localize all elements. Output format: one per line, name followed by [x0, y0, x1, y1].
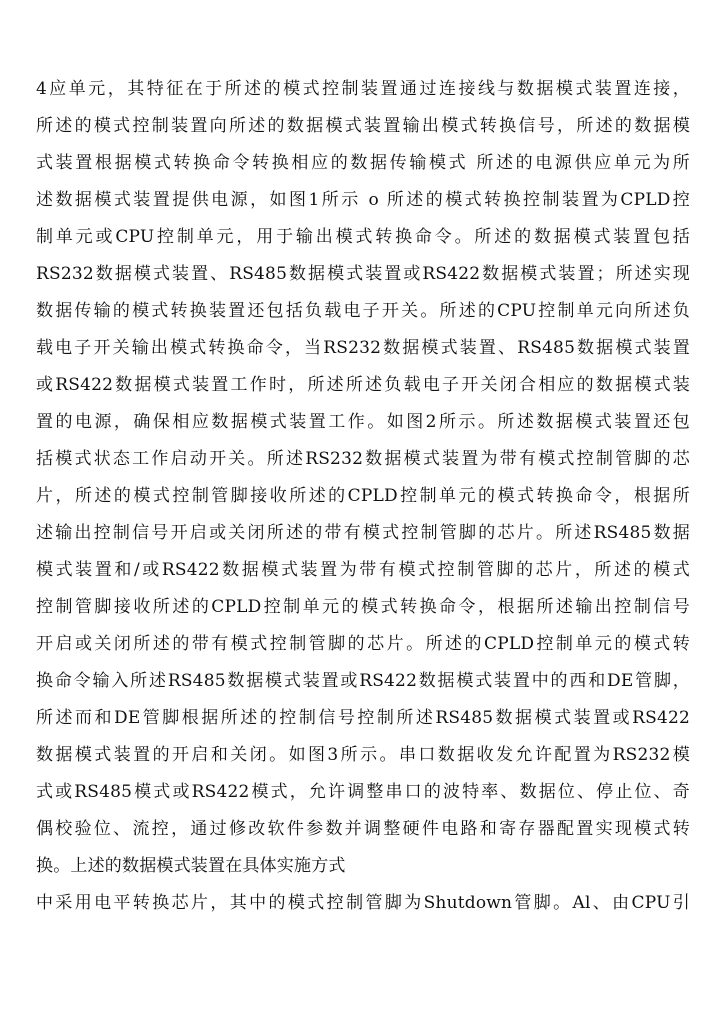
- text-line: 偶校验位、流控，通过修改软件参数并调整硬件电路和寄存器配置实现模式转: [36, 819, 690, 839]
- text-line: 开启或关闭所述的带有模式控制管脚的芯片。所述的CPLD控制单元的模式转: [36, 634, 690, 654]
- text-line: 述数据模式装置提供电源，如图1所示 o 所述的模式转换控制装置为CPLD控: [36, 190, 690, 210]
- text-line: 控制管脚接收所述的CPLD控制单元的模式转换命令，根据所述输出控制信号: [36, 597, 690, 617]
- text-line: 中采用电平转换芯片，其中的模式控制管脚为Shutdown管脚。Al、由CPU引: [36, 893, 690, 913]
- text-line: 数据模式装置的开启和关闭。如图3所示。串口数据收发允许配置为RS232模: [36, 745, 690, 765]
- text-line: 换命令输入所述RS485数据模式装置或RS422数据模式装置中的西和DE管脚，: [36, 671, 690, 691]
- text-line: 制单元或CPU控制单元，用于输出模式转换命令。所述的数据模式装置包括: [36, 227, 690, 247]
- text-line: 或RS422数据模式装置工作时，所述所述负载电子开关闭合相应的数据模式装: [36, 375, 690, 395]
- text-line: 式或RS485模式或RS422模式，允许调整串口的波特率、数据位、停止位、奇: [36, 782, 690, 802]
- text-line: 置的电源，确保相应数据模式装置工作。如图2所示。所述数据模式装置还包: [36, 412, 690, 432]
- text-line: 所述而和DE管脚根据所述的控制信号控制所述RS485数据模式装置或RS422: [36, 708, 690, 728]
- text-line: 所述的模式控制装置向所述的数据模式装置输出模式转换信号，所述的数据模: [36, 116, 690, 136]
- text-line: 括模式状态工作启动开关。所述RS232数据模式装置为带有模式控制管脚的芯: [36, 449, 690, 469]
- text-line: 载电子开关输出模式转换命令，当RS232数据模式装置、RS485数据模式装置: [36, 338, 690, 358]
- text-line: 片，所述的模式控制管脚接收所述的CPLD控制单元的模式转换命令，根据所: [36, 486, 690, 506]
- text-line: 模式装置和/或RS422数据模式装置为带有模式控制管脚的芯片，所述的模式: [36, 560, 690, 580]
- text-line: 式装置根据模式转换命令转换相应的数据传输模式 所述的电源供应单元为所: [36, 153, 690, 173]
- text-line: 4应单元，其特征在于所述的模式控制装置通过连接线与数据模式装置连接，: [36, 79, 690, 99]
- text-line: RS232数据模式装置、RS485数据模式装置或RS422数据模式装置；所述实现: [36, 264, 690, 284]
- text-line: 数据传输的模式转换装置还包括负载电子开关。所述的CPU控制单元向所述负: [36, 301, 690, 321]
- text-line: 述输出控制信号开启或关闭所述的带有模式控制管脚的芯片。所述RS485数据: [36, 523, 690, 543]
- text-line: 换。上述的数据模式装置在具体实施方式: [36, 856, 346, 876]
